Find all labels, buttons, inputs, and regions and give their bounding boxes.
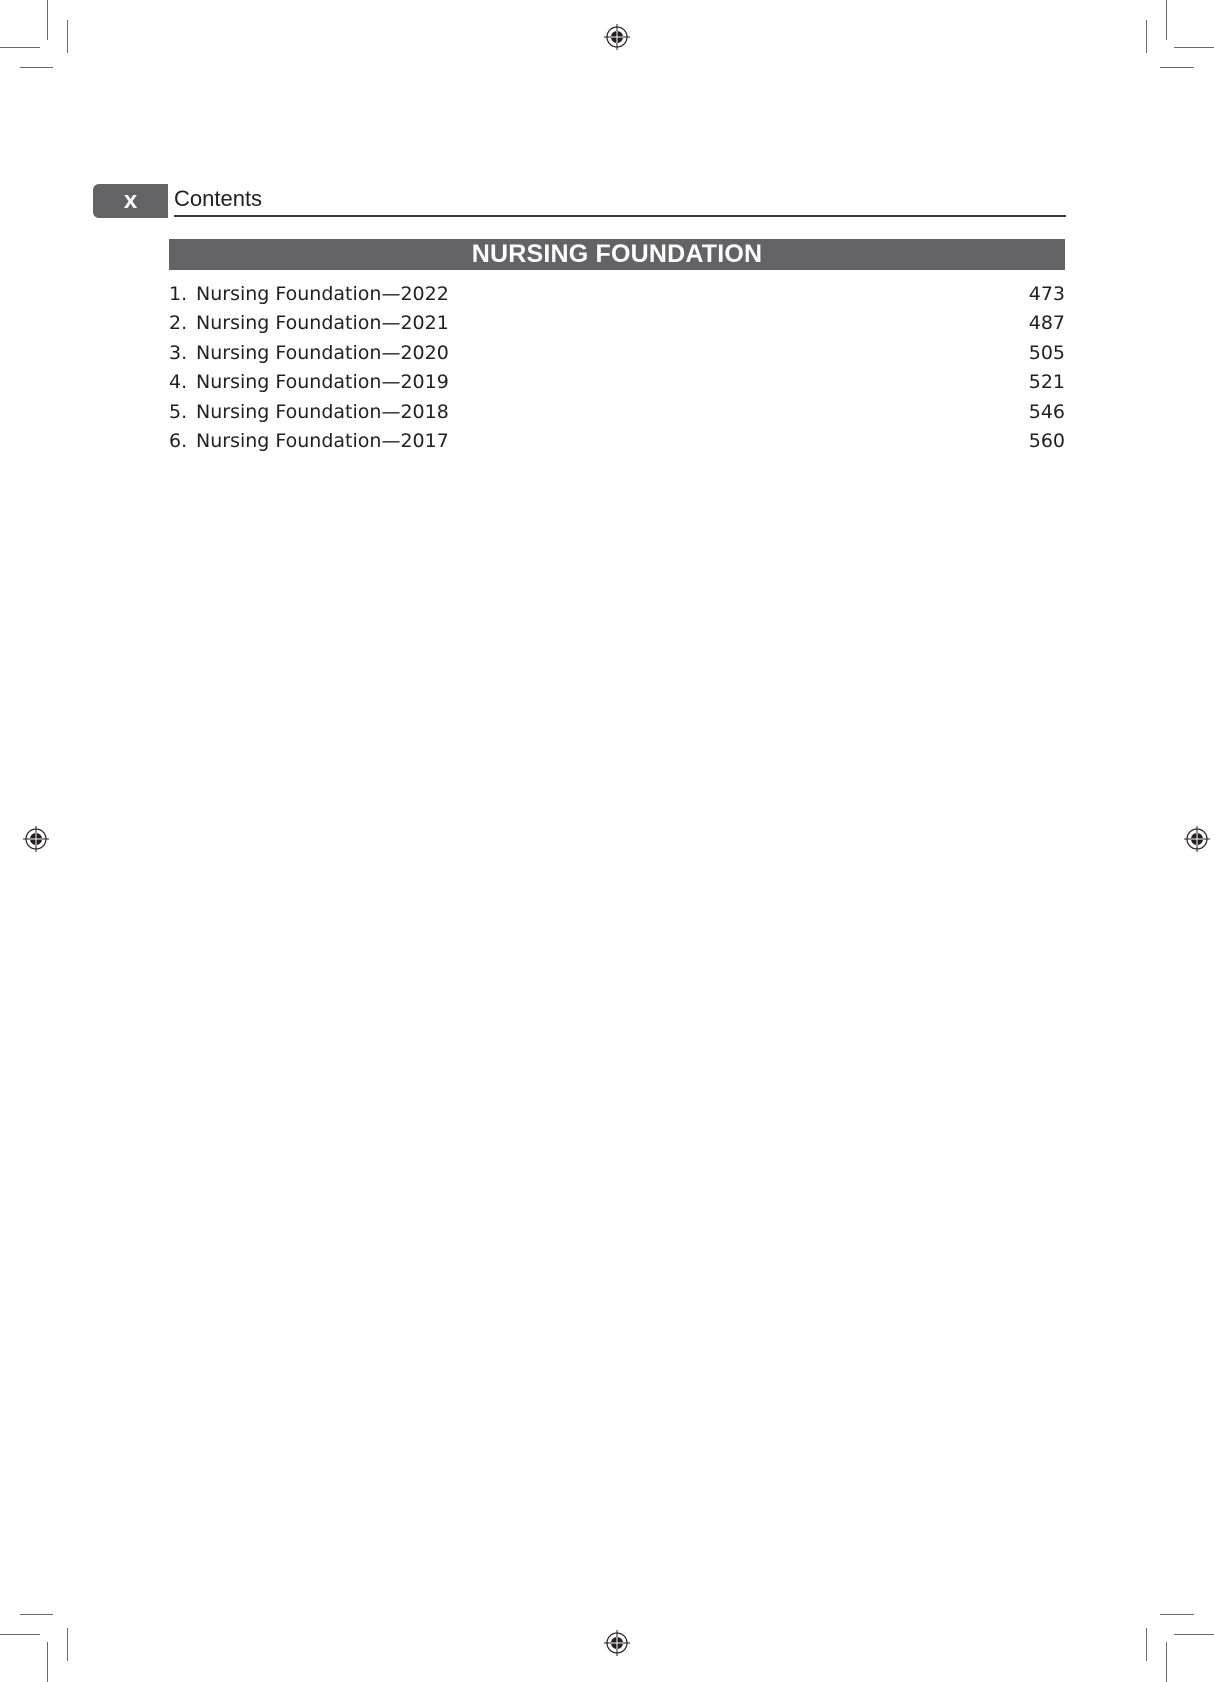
toc-entry[interactable] xyxy=(169,430,1065,459)
toc-entry-number: 6. xyxy=(169,429,188,452)
toc-entry-title: Nursing Foundation—2019 xyxy=(196,371,449,394)
toc-entry-number: 5. xyxy=(169,400,188,423)
crop-mark-icon xyxy=(47,0,48,40)
toc-entry-title: Nursing Foundation—2020 xyxy=(196,341,449,364)
toc-entry-page: 560 xyxy=(1028,429,1065,452)
crop-mark-icon xyxy=(67,20,68,53)
toc-entry-page: 487 xyxy=(1028,312,1065,335)
toc-entry-title: Nursing Foundation—2021 xyxy=(196,312,449,335)
toc-entry[interactable] xyxy=(169,342,1065,371)
crop-mark-icon xyxy=(1174,47,1214,48)
crop-mark-icon xyxy=(1174,1634,1214,1635)
crop-mark-icon xyxy=(1166,1642,1167,1682)
crop-mark-icon xyxy=(47,1642,48,1682)
toc-entry-title: Nursing Foundation—2022 xyxy=(196,283,449,305)
crop-mark-icon xyxy=(20,1614,53,1615)
registration-mark-icon xyxy=(1183,825,1211,853)
toc-entry-number: 1. xyxy=(169,283,188,305)
toc-entry[interactable] xyxy=(169,371,1065,400)
toc-entry-number: 2. xyxy=(169,312,188,335)
crop-mark-icon xyxy=(1160,67,1194,68)
registration-mark-icon xyxy=(22,825,50,853)
crop-mark-icon xyxy=(1146,1628,1147,1661)
crop-mark-icon xyxy=(1146,20,1147,53)
toc-entry[interactable] xyxy=(169,283,1065,312)
toc-entry-title: Nursing Foundation—2017 xyxy=(196,429,449,452)
toc-entry-number: 4. xyxy=(169,371,188,394)
crop-mark-icon xyxy=(0,1634,40,1635)
crop-mark-icon xyxy=(1160,1614,1194,1615)
toc-entry[interactable] xyxy=(169,401,1065,430)
toc-entry-page: 521 xyxy=(1028,371,1065,394)
registration-mark-icon xyxy=(603,23,631,51)
crop-mark-icon xyxy=(1166,0,1167,40)
running-title: Contents xyxy=(174,186,263,211)
toc-entry-number: 3. xyxy=(169,341,188,364)
crop-mark-icon xyxy=(0,47,40,48)
page-number-tab: x xyxy=(93,184,168,218)
toc-entry-page: 473 xyxy=(1028,283,1065,305)
toc-entry-title: Nursing Foundation—2018 xyxy=(196,400,449,423)
toc-list xyxy=(169,283,1065,459)
registration-mark-icon xyxy=(603,1629,631,1657)
toc-entry[interactable] xyxy=(169,312,1065,341)
toc-entry-page: 546 xyxy=(1028,400,1065,423)
crop-mark-icon xyxy=(20,67,53,68)
section-title: NURSING FOUNDATION xyxy=(169,239,1065,270)
crop-mark-icon xyxy=(67,1628,68,1661)
toc-entry-page: 505 xyxy=(1028,341,1065,364)
header-rule xyxy=(174,215,1066,217)
